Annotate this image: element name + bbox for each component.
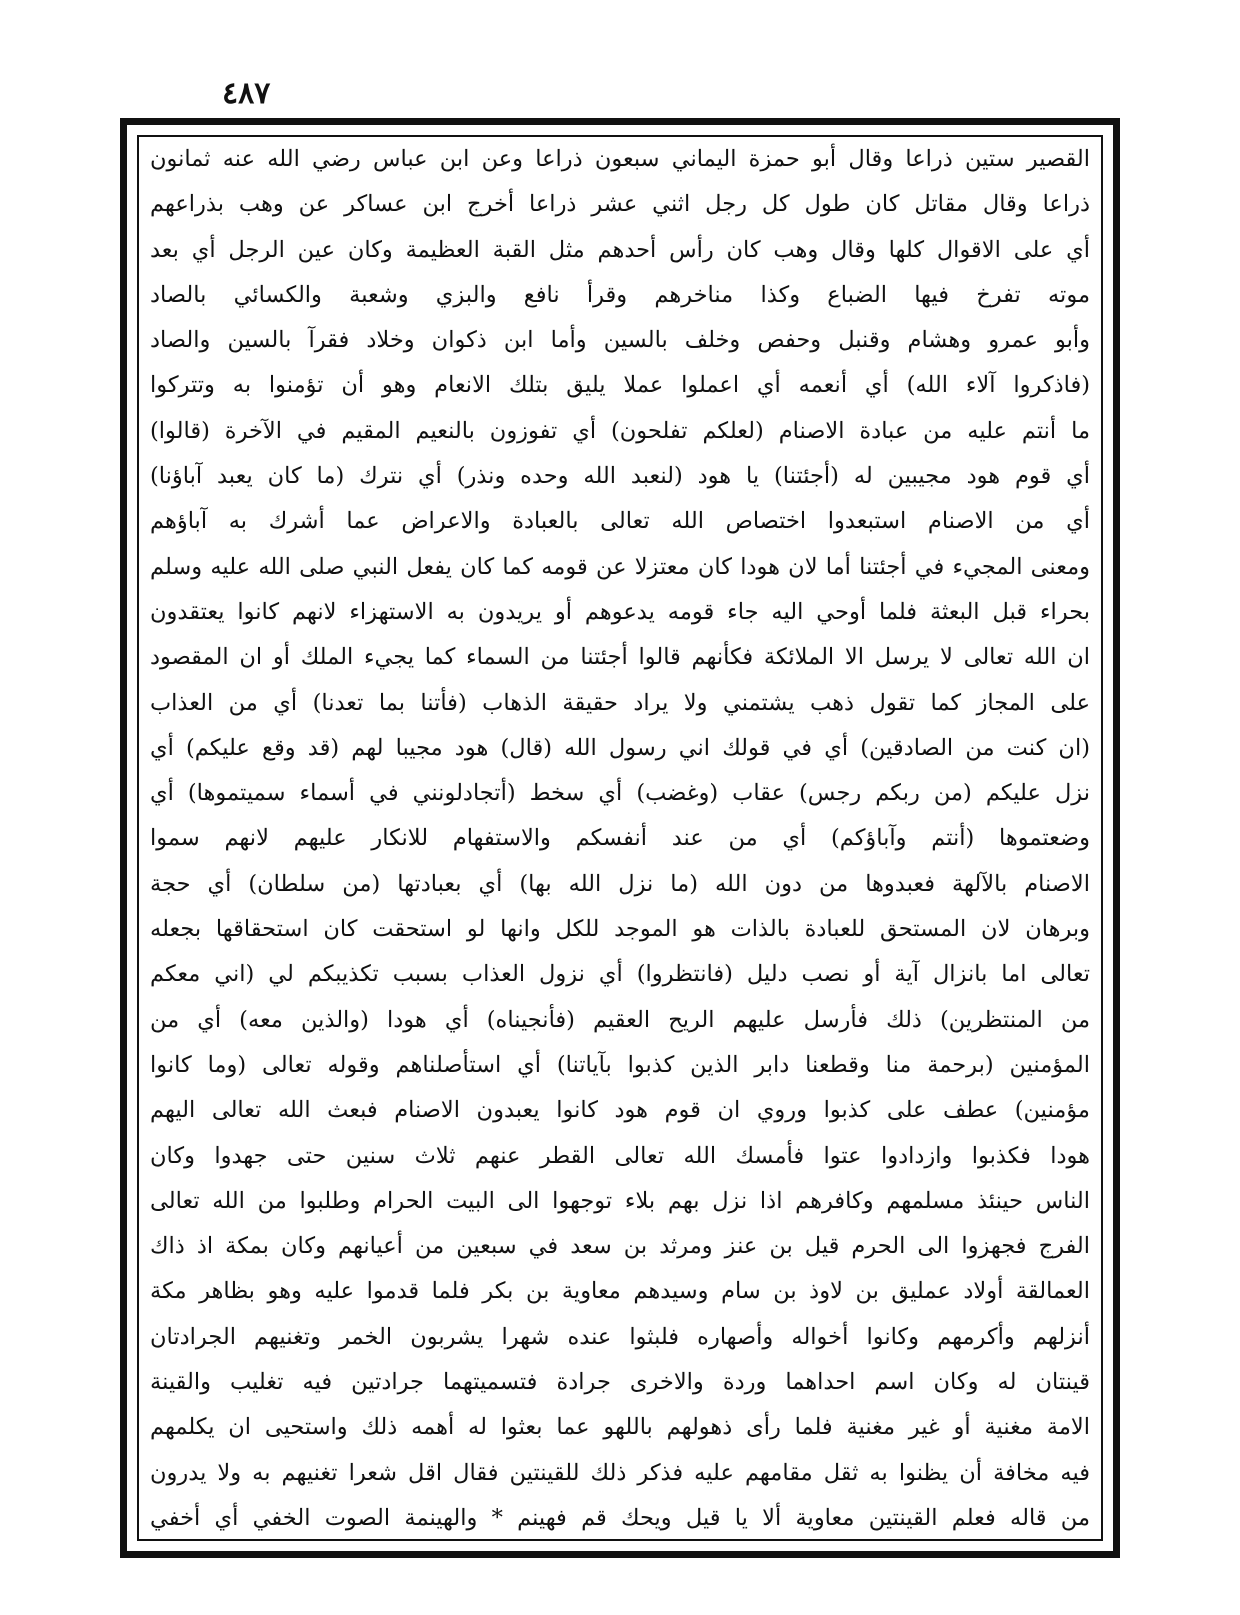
text-line-3: أي على الاقوال كلها وقال وهب كان رأس أحدهم مثل القبة العظيمة وكان عين الرجل أي بعد: [150, 236, 1090, 263]
text-line-6: (فاذكروا آلاء الله) أي أنعمه أي اعملوا عملا يليق بتلك الانعام وهو أن تؤمنوا به وتتركوا: [150, 372, 1090, 399]
text-line-16: وضعتموها (أنتم وآباؤكم) أي من عند أنفسكم والاستفهام للانكار عليهم لانهم سموا: [150, 825, 1090, 852]
text-line-8: أي قوم هود مجيبين له (أجئتنا) يا هود (لنعبد الله وحده ونذر) أي نترك (ما كان يعبد آباؤنا): [150, 463, 1090, 490]
text-line-17: الاصنام بالآلهة فعبدوها من دون الله (ما نزل الله بها) أي بعبادتها (من سلطان) أي حجة: [150, 870, 1090, 897]
text-line-27: أنزلهم وأكرمهم وكانوا أخواله وأصهاره فلبثوا عنده شهرا يشربون الخمر وتغنيهم الجرادتان: [150, 1323, 1090, 1350]
text-line-19: تعالى اما بانزال آية أو نصب دليل (فانتظروا) أي نزول العذاب بسبب تكذيبكم لي (اني معكم: [150, 961, 1090, 988]
text-line-30: فيه مخافة أن يظنوا به ثقل مقامهم عليه فذكر ذلك للقينتين فقال اقل شعرا تغنيهم به ولا يدرون: [150, 1459, 1090, 1486]
text-line-18: وبرهان لان المستحق للعبادة بالذات هو الموجد للكل وانها لو استحقت كان استحقاقها بجعله: [150, 916, 1090, 943]
page-number: ٤٨٧: [222, 76, 271, 111]
text-line-21: المؤمنين (برحمة منا وقطعنا دابر الذين كذبوا بآياتنا) أي استأصلناهم وقوله تعالى (وما كانوا: [150, 1051, 1090, 1078]
text-line-29: الامة مغنية أو غير مغنية فلما رأى ذهولهم باللهو عما بعثوا له أهمه ذلك واستحيى ان يكلمهم: [150, 1414, 1090, 1441]
text-line-11: بحراء قبل البعثة فلما أوحي اليه جاء قومه يدعوهم أو يريدون به الاستهزاء لانهم كانوا يعتقدون: [150, 598, 1090, 625]
text-line-24: الناس حينئذ مسلمهم وكافرهم اذا نزل بهم بلاء توجهوا الى البيت الحرام وطلبوا من الله تعالى: [150, 1187, 1090, 1214]
text-line-14: (ان كنت من الصادقين) أي في قولك اني رسول الله (قال) هود مجيبا لهم (قد وقع عليكم) أي: [150, 734, 1090, 761]
text-line-5: وأبو عمرو وهشام وقنبل وحفص وخلف بالسين وأما ابن ذكوان وخلاد فقرآ بالسين والصاد: [150, 327, 1090, 354]
text-line-22: مؤمنين) عطف على كذبوا وروي ان قوم هود كانوا يعبدون الاصنام فبعث الله تعالى اليهم: [150, 1097, 1090, 1124]
text-line-23: هودا فكذبوا وازدادوا عتوا فأمسك الله تعالى القطر عنهم ثلاث سنين حتى جهدوا وكان: [150, 1142, 1090, 1169]
text-line-4: موته تفرخ فيها الضباع وكذا مناخرهم وقرأ نافع والبزي وشعبة والكسائي بالصاد: [150, 281, 1090, 308]
text-line-15: نزل عليكم (من ربكم رجس) عقاب (وغضب) أي سخط (أتجادلونني في أسماء سميتموها) أي: [150, 780, 1090, 807]
text-line-26: العمالقة أولاد عمليق بن لاوذ بن سام وسيدهم معاوية بن بكر فلما قدموا عليه وهو بظاهر مكة: [150, 1278, 1090, 1305]
text-line-7: ما أنتم عليه من عبادة الاصنام (لعلكم تفلحون) أي تفوزون بالنعيم المقيم في الآخرة (قالوا): [150, 417, 1090, 444]
text-body: [150, 142, 1090, 1536]
text-line-2: ذراعا وقال مقاتل كان طول كل رجل اثني عشر ذراعا أخرج ابن عساكر عن وهب بذراعهم: [150, 191, 1090, 218]
text-line-1: القصير ستين ذراعا وقال أبو حمزة اليماني سبعون ذراعا وعن ابن عباس رضي الله عنه ثمانون: [150, 146, 1090, 172]
text-line-25: الفرج فجهزوا الى الحرم قيل بن عنز ومرثد بن سعد في سبعين من أعيانهم وكان بمكة اذ ذاك: [150, 1233, 1090, 1260]
text-line-28: قينتان له وكان اسم احداهما وردة والاخرى جرادة فتسميتهما جرادتين فيه تغليب والقينة: [150, 1369, 1090, 1396]
text-line-10: ومعنى المجيء في أجئتنا أما لان هودا كان معتزلا عن قومه كما كان يفعل النبي صلى الله عليه وسلم: [150, 553, 1090, 580]
text-line-20: من المنتظرين) ذلك فأرسل عليهم الريح العقيم (فأنجيناه) أي هودا (والذين معه) أي من: [150, 1006, 1090, 1033]
text-line-31: من قاله فعلم القينتين معاوية ألا يا قيل ويحك قم فهينم * والهينمة الصوت الخفي أي أخفي: [150, 1504, 1090, 1531]
text-line-13: على المجاز كما تقول ذهب يشتمني ولا يراد حقيقة الذهاب (فأتنا بما تعدنا) أي من العذاب: [150, 689, 1090, 716]
text-line-12: ان الله تعالى لا يرسل الا الملائكة فكأنهم قالوا أجئتنا من السماء كما يجيء الملك أو ان المقصود: [150, 644, 1090, 671]
text-line-9: أي من الاصنام استبعدوا اختصاص الله تعالى بالعبادة والاعراض عما أشرك به آباؤهم: [150, 508, 1090, 535]
